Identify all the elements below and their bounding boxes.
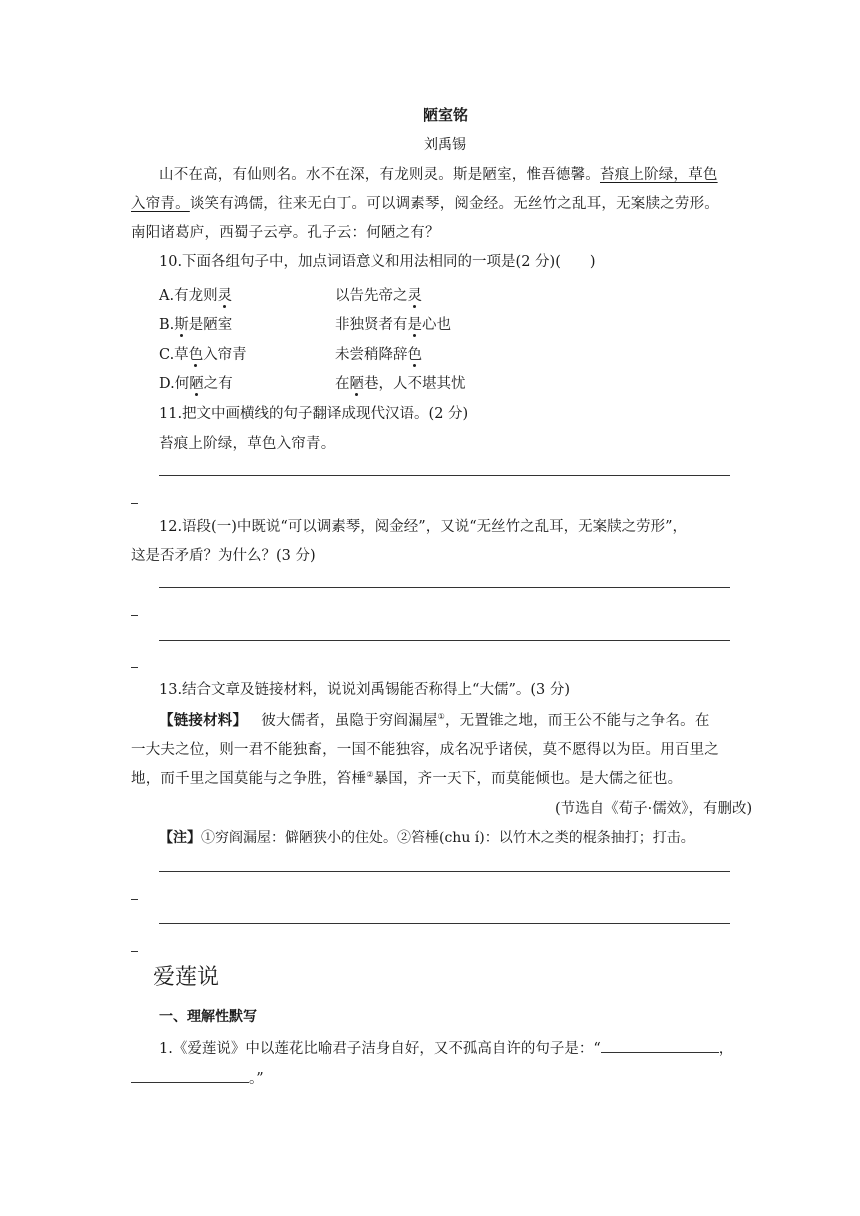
option-a-right: 以告先帝之灵 — [335, 288, 422, 304]
section-title-lou: 陋室铭 — [423, 106, 469, 124]
dotted-word: 斯 — [174, 317, 189, 333]
passage-line-2 — [131, 192, 719, 213]
underlined-sentence: 苔痕上阶绿，草色 — [600, 167, 718, 183]
option-b-right: 非独贤者有是心也 — [335, 317, 451, 333]
question-1-line-1: 1.《爱莲说》中以莲花比喻君子洁身自好，又不孤高自许的句子是：“ ， — [159, 1041, 734, 1057]
answer-line-dash — [131, 503, 138, 504]
dotted-word: 是 — [407, 317, 422, 333]
answer-line-dash — [131, 951, 138, 952]
dotted-word: 灵 — [217, 288, 233, 304]
question-13-stem: 13.结合文章及链接材料，说说刘禹锡能否称得上“大儒”。(3 分) — [159, 682, 571, 698]
question-11-sentence: 苔痕上阶绿，草色入帘青。 — [159, 436, 336, 452]
question-12-stem-1: 12.语段(一)中既说“可以调素琴，阅金经”，又说“无丝竹之乱耳，无案牍之劳形”， — [159, 519, 688, 535]
answer-line — [159, 587, 730, 588]
answer-line — [159, 923, 730, 924]
section-title-ailian: 爱莲说 — [153, 965, 220, 990]
dotted-word: 陋 — [349, 376, 364, 392]
passage-text: 谈笑有鸿儒，往来无白丁。可以调素琴，阅金经。无丝竹之乱耳，无案牍之劳形。 — [189, 196, 720, 212]
material-line-3: 地，而千里之国莫能与之争胜，笞棰②暴国，齐一天下，而莫能倾也。是大儒之征也。 — [131, 770, 683, 787]
question-10-stem: 10.下面各组句子中，加点词语意义和用法相同的一项是(2 分)( ) — [159, 254, 596, 270]
question-1-line-2: 。” — [131, 1067, 264, 1088]
option-a-left: A.有龙则灵 — [159, 288, 233, 304]
dotted-word: 色 — [407, 347, 422, 363]
dotted-word: 陋 — [189, 376, 204, 392]
answer-line — [159, 640, 730, 641]
note-label: 【注】 — [159, 830, 201, 846]
option-d-right: 在陋巷，人不堪其忧 — [335, 376, 466, 392]
answer-line-dash — [131, 615, 138, 616]
option-c-left: C.草色入帘青 — [159, 347, 247, 363]
fill-blank[interactable] — [131, 1070, 249, 1083]
answer-line — [159, 475, 730, 476]
material-line-2: 一大夫之位，则一君不能独畜，一国不能独容，成名况乎诸侯，莫不愿得以为臣。用百里之 — [131, 742, 719, 758]
material-line-1: 【链接材料】 彼大儒者，虽隐于穷阎漏屋①，无置锥之地，而王公不能与之争名。在 — [159, 712, 710, 729]
author: 刘禹锡 — [424, 137, 466, 153]
question-12-stem-2: 这是否矛盾？为什么？(3 分) — [131, 548, 316, 564]
fill-blank[interactable] — [601, 1040, 719, 1053]
answer-line-dash — [131, 899, 138, 900]
answer-line-dash — [131, 667, 138, 668]
underlined-sentence: 入帘青。 — [131, 196, 190, 212]
answer-line — [159, 871, 730, 872]
dotted-word: 灵 — [407, 288, 422, 304]
passage-line-3: 南阳诸葛庐，西蜀子云亭。孔子云：何陋之有？ — [131, 225, 440, 241]
passage-text: 山不在高，有仙则名。水不在深，有龙则灵。斯是陋室，惟吾德馨。 — [159, 167, 600, 183]
footnote-marker: ① — [437, 712, 445, 722]
passage-line-1 — [159, 163, 718, 184]
dotted-word: 色 — [188, 347, 204, 363]
option-d-left: D.何陋之有 — [159, 376, 233, 392]
material-label: 【链接材料】 — [159, 713, 248, 729]
subsection-heading: 一、理解性默写 — [159, 1009, 257, 1025]
footnote: 【注】①穷阎漏屋：僻陋狭小的住处。②笞棰(chu í)：以竹木之类的棍条抽打；打击。 — [159, 830, 695, 846]
option-c-right: 未尝稍降辞色 — [335, 347, 422, 363]
footnote-marker: ② — [366, 770, 374, 780]
question-11-stem: 11.把文中画横线的句子翻译成现代汉语。(2 分) — [159, 406, 469, 422]
source-citation: (节选自《荀子·儒效》，有删改) — [555, 801, 753, 817]
option-b-left: B.斯是陋室 — [159, 317, 233, 333]
